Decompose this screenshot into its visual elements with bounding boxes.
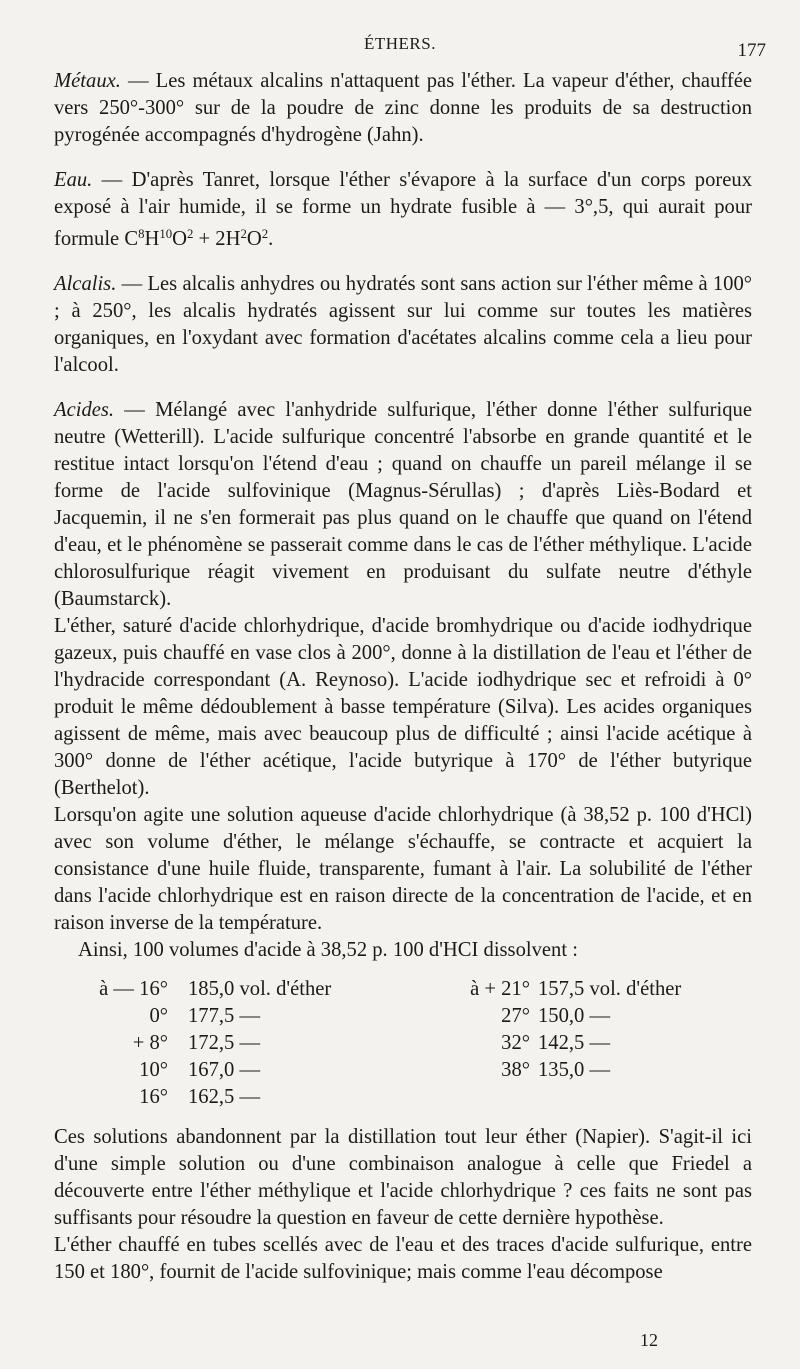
table-cell: 167,0 — bbox=[188, 1059, 261, 1082]
table-left-temperatures bbox=[84, 976, 168, 1111]
chemical-formula: $C^8H^{10}O^2 + 2H^2O^2$. bbox=[124, 227, 274, 251]
paragraph-lead: Acides. bbox=[54, 399, 115, 422]
page-header bbox=[0, 28, 800, 68]
table-right-values bbox=[538, 976, 681, 1084]
table-cell: à + 21° bbox=[470, 978, 530, 1001]
table-cell: 157,5 vol. d'éther bbox=[538, 978, 682, 1001]
paragraph-text: — D'après Tanret, lorsque l'éther s'évapore à la surface d'un corps poreux exposé à l'air humide, il se forme un hydrate fusible à — 3°,5, qui aurait pour formule bbox=[54, 169, 752, 251]
table-cell: 38° bbox=[501, 1059, 530, 1082]
body-text bbox=[54, 68, 752, 1286]
paragraph-metaux bbox=[54, 68, 752, 149]
table-cell: 185,0 vol. d'éther bbox=[188, 978, 332, 1001]
table-cell: à — 16° bbox=[99, 978, 168, 1001]
table-cell: 162,5 — bbox=[188, 1086, 261, 1109]
table-cell: + 8° bbox=[132, 1032, 168, 1055]
paragraph-lead: Métaux. bbox=[54, 70, 121, 92]
table-right-temperatures bbox=[420, 976, 530, 1084]
page-number: 177 bbox=[737, 40, 766, 61]
table-cell: 142,5 — bbox=[538, 1032, 611, 1055]
table-cell: 16° bbox=[139, 1086, 168, 1109]
table-cell: 177,5 — bbox=[188, 1005, 261, 1028]
paragraph-ether-chauffe: L'éther chauffé en tubes scellés avec de l'eau et des traces d'acide sulfurique, entre 150 et 180°, fournit de l'acide sulfovinique; mais comme l'eau décompose bbox=[54, 1234, 752, 1284]
paragraph-eau bbox=[54, 167, 752, 253]
solubility-table bbox=[54, 976, 752, 1112]
table-cell: 150,0 — bbox=[538, 1005, 611, 1028]
paragraph-acides bbox=[54, 397, 752, 613]
running-title: ÉTHERS. bbox=[364, 34, 436, 53]
signature-mark: 12 bbox=[640, 1330, 658, 1350]
paragraph-text: — Les métaux alcalins n'attaquent pas l'éther. La vapeur d'éther, chauffée vers 250°-300° sur de la poudre de zinc donne les produits de sa destruction pyrogénée accompagnés d'hydrogène (Jahn). bbox=[54, 70, 752, 146]
paragraph-lead: Eau. bbox=[54, 169, 93, 191]
table-cell: 32° bbox=[501, 1032, 530, 1055]
table-cell: 27° bbox=[501, 1005, 530, 1028]
paragraph-text: — Mélangé avec l'anhydride sulfurique, l'éther donne l'éther sulfurique neutre (Wetterill). L'acide sulfurique concentré l'absorbe en grande quantité et le restitue intact lorsqu'on l'étend d'eau ; quand on chauffe un pareil mélange il se forme de l'acide sulfovinique (Magnus-Sérullas) ; d'après Liès-Bodard et Jacquemin, il ne s'en formerait pas plus quand on le chauffe que quand on l'étend d'eau, et le phénomène se passerait comme dans le cas de l'éther méthylique. L'acide chlorosulfurique réagit vivement en produisant du sulfate neutre d'éthyle (Baumstarck). bbox=[54, 399, 752, 611]
table-cell: 10° bbox=[139, 1059, 168, 1082]
table-left-values bbox=[188, 976, 331, 1111]
paragraph-ces-solutions: Ces solutions abandonnent par la distillation tout leur éther (Napier). S'agit-il ici d'une simple solution ou d'une combinaison analogue à celle que Friedel a découverte entre l'éther méthylique et l'acide chlorhydrique ? ces faits ne sont pas suffisants pour résoudre la question en faveur de cette dernière hypothèse. bbox=[54, 1126, 752, 1230]
paragraph-ether-sature: L'éther, saturé d'acide chlorhydrique, d'acide bromhydrique ou d'acide iodhydrique gazeux, puis chauffé en vase clos à 200°, donne à la distillation de l'eau et l'éther de l'hydracide correspondant (A. Reynoso). L'acide iodhydrique sec et refroidi à 0° produit le même dédoublement à basse température (Silva). Les acides organiques agissent de même, mais avec beaucoup plus de difficulté ; ainsi l'acide acétique à 300° donne de l'éther acétique, l'acide butyrique à 170° de l'éther butyrique (Berthelot). bbox=[54, 615, 752, 800]
paragraph-text: — Les alcalis anhydres ou hydratés sont sans action sur l'éther même à 100° ; à 250°, les alcalis hydratés agissent sur lui comme sur toutes les matières organiques, en l'oxydant avec formation d'acétates alcalins comme cela a lieu pour l'alcool. bbox=[54, 273, 752, 377]
table-cell: 135,0 — bbox=[538, 1059, 611, 1082]
paragraph-alcalis bbox=[54, 271, 752, 379]
table-cell: 172,5 — bbox=[188, 1032, 261, 1055]
table-cell: 0° bbox=[149, 1005, 168, 1028]
paragraph-lorsquon: Lorsqu'on agite une solution aqueuse d'acide chlorhydrique (à 38,52 p. 100 d'HCl) avec son volume d'éther, le mélange s'échauffe, se contracte et acquiert la consistance d'une huile fluide, transparente, fumant à l'air. La solubilité de l'éther dans l'acide chlorhydrique est en raison directe de la concentration de l'acide, et en raison inverse de la température. bbox=[54, 804, 752, 935]
paragraph-lead: Alcalis. bbox=[54, 273, 117, 296]
paragraph-ainsi: Ainsi, 100 volumes d'acide à 38,52 p. 100 d'HCI dissolvent : bbox=[78, 939, 578, 962]
